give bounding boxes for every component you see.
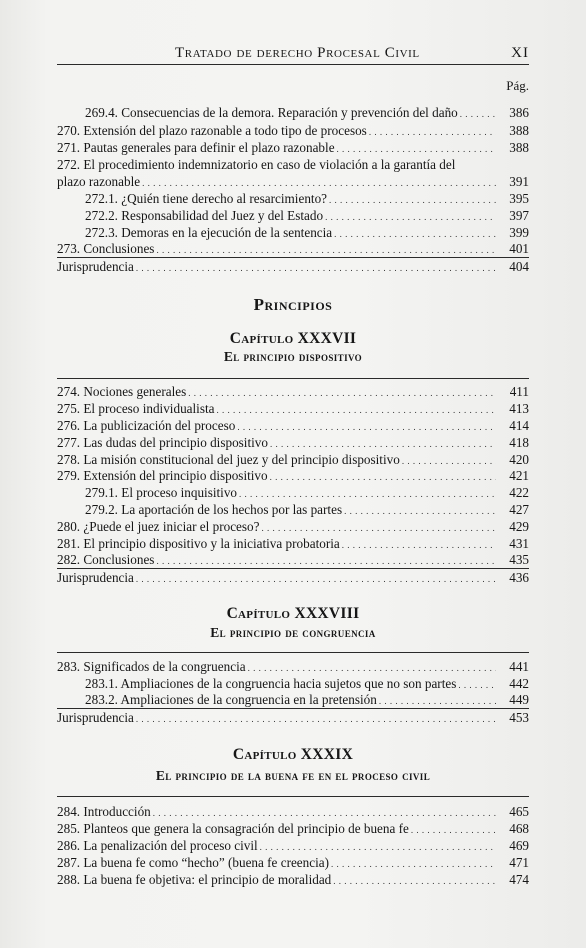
toc-entry: [57, 467, 529, 485]
toc-entry: [57, 207, 529, 225]
chapter-title: Capítulo XXXIX: [232, 746, 354, 763]
toc-entry-label: 269.4. Consecuencias de la demora. Reparación y prevención del daño: [85, 105, 458, 120]
page-column-label: Pág.: [506, 78, 529, 93]
leader-dots: [270, 434, 496, 452]
toc-entry-page: 453: [509, 710, 529, 725]
toc-entry-label: 272.1. ¿Quién tiene derecho al resarcimiento?: [85, 191, 328, 206]
toc-entry-label: 284. Introducción: [57, 804, 151, 819]
toc-entry-label: 283.2. Ampliaciones de la congruencia en la pretensión: [85, 692, 377, 707]
toc-entry-page: 429: [509, 519, 529, 534]
toc-entry-page: 388: [509, 123, 529, 138]
toc-entry-label: 282. Conclusiones: [57, 552, 155, 567]
leader-dots: [156, 240, 496, 258]
toc-entry-label: 273. Conclusiones: [57, 241, 155, 256]
toc-entry-label: 279. Extensión del principio dispositivo: [57, 468, 268, 483]
toc-entry-page: 388: [509, 140, 529, 155]
leader-dots: [239, 484, 496, 502]
toc-entry-page: 421: [509, 468, 529, 483]
leader-dots: [333, 871, 496, 889]
leader-dots: [331, 854, 496, 872]
section-rule: [57, 378, 529, 379]
toc-entry-label: 278. La misión constitucional del juez y del principio dispositivo: [57, 452, 400, 467]
toc-entry-page: 442: [509, 676, 529, 691]
section-rule: [57, 652, 529, 653]
toc-entry-page: 413: [509, 401, 529, 416]
part-title: Principios: [253, 295, 333, 314]
toc-entry-label-line1: 272. El procedimiento indemnizatorio en caso de violación a la garantía del: [57, 157, 456, 172]
toc-entry-page: 399: [509, 225, 529, 240]
toc-entry: [57, 484, 529, 502]
toc-entry: [57, 417, 529, 435]
toc-entry: [57, 240, 529, 258]
toc-entry: [57, 190, 529, 208]
leader-dots: [237, 417, 496, 435]
toc-entry: [57, 820, 529, 838]
leader-dots: [344, 501, 496, 519]
toc-entry-label: 283.1. Ampliaciones de la congruencia hacia sujetos que no son partes: [85, 676, 457, 691]
chapter-subtitle: El principio de la buena fe en el proceso civil: [155, 768, 431, 783]
leader-dots: [369, 122, 496, 140]
toc-entry-page: 418: [509, 435, 529, 450]
toc-entry-label: Jurisprudencia: [57, 259, 134, 274]
toc-entry-page: 469: [509, 838, 529, 853]
toc-entry-page: 420: [509, 452, 529, 467]
toc-entry-label: 285. Planteos que genera la consagración del principio de buena fe: [57, 821, 409, 836]
leader-dots: [260, 837, 496, 855]
toc-entry-label: 271. Pautas generales para definir el plazo razonable: [57, 140, 335, 155]
toc-entry: [57, 173, 529, 191]
leader-dots: [262, 518, 497, 536]
toc-entry: [57, 871, 529, 889]
leader-dots: [156, 551, 496, 569]
toc-entry: [57, 258, 529, 276]
toc-entry-page: 431: [509, 536, 529, 551]
leader-dots: [270, 467, 496, 485]
leader-dots: [325, 207, 496, 225]
toc-entry: [57, 400, 529, 418]
leader-dots: [153, 803, 496, 821]
toc-entry-label: 280. ¿Puede el juez iniciar el proceso?: [57, 519, 260, 534]
toc-entry: [57, 658, 529, 676]
toc-entry: [57, 518, 529, 536]
toc-entry-label: 270. Extensión del plazo razonable a todo tipo de procesos: [57, 123, 367, 138]
toc-entry-label: plazo razonable: [57, 174, 141, 189]
toc-entry-label: 281. El principio dispositivo y la iniciativa probatoria: [57, 536, 340, 551]
toc-entry: [57, 854, 529, 872]
toc-entry-label: 277. Las dudas del principio dispositivo: [57, 435, 268, 450]
chapter-subtitle: El principio de congruencia: [210, 625, 376, 640]
toc-entry-page: 435: [509, 552, 529, 567]
leader-dots: [136, 709, 496, 727]
toc-entry: [57, 569, 529, 587]
section-rule: [57, 796, 529, 797]
show-through-text: [300, 85, 303, 100]
leader-dots: [460, 104, 496, 122]
toc-entry: [57, 837, 529, 855]
toc-entry-page: 474: [509, 872, 529, 887]
toc-entry: [57, 803, 529, 821]
toc-entry-label: 279.2. La aportación de los hechos por las partes: [85, 502, 343, 517]
leader-dots: [136, 569, 496, 587]
toc-entry: [57, 383, 529, 401]
toc-entry: [57, 501, 529, 519]
toc-entry: [57, 551, 529, 569]
toc-entry-label: 275. El proceso individualista: [57, 401, 215, 416]
toc-entry-label: 288. La buena fe objetiva: el principio de moralidad: [57, 872, 332, 887]
toc-entry-page: 404: [509, 259, 529, 274]
leader-dots: [136, 258, 496, 276]
leader-dots: [379, 691, 496, 709]
toc-entry: [57, 122, 529, 140]
toc-entry-label: 279.1. El proceso inquisitivo: [85, 485, 238, 500]
toc-entry-label: 283. Significados de la congruencia: [57, 659, 246, 674]
header-page-number: XI: [511, 45, 529, 61]
toc-entry-page: 401: [509, 241, 529, 256]
toc-entry-page: 422: [509, 485, 529, 500]
toc-entry-page: 441: [509, 659, 529, 674]
toc-entry-label: Jurisprudencia: [57, 710, 134, 725]
toc-entry: [57, 434, 529, 452]
toc-entry-page: 436: [509, 570, 529, 585]
leader-dots: [337, 139, 496, 157]
chapter-title: Capítulo XXXVII: [229, 330, 357, 347]
toc-entry-label: 272.3. Demoras en la ejecución de la sentencia: [85, 225, 333, 240]
leader-dots: [411, 820, 496, 838]
toc-entry-page: 411: [509, 384, 529, 399]
toc-entry-page: 468: [509, 821, 529, 836]
toc-entry-label: 276. La publicización del proceso: [57, 418, 236, 433]
toc-entry-label: 272.2. Responsabilidad del Juez y del Estado: [85, 208, 324, 223]
chapter-title: Capítulo XXXVIII: [226, 605, 360, 622]
toc-entry-page: 471: [509, 855, 529, 870]
toc-entry-page: 427: [509, 502, 529, 517]
toc-entry-page: 414: [509, 418, 529, 433]
toc-entry-label: 287. La buena fe como “hecho” (buena fe creencia): [57, 855, 330, 870]
leader-dots: [329, 190, 496, 208]
leader-dots: [142, 173, 496, 191]
leader-dots: [217, 400, 497, 418]
header-title: Tratado de derecho Procesal Civil: [175, 45, 420, 61]
toc-entry-page: 386: [509, 105, 529, 120]
toc-entry-label: 286. La penalización del proceso civil: [57, 838, 258, 853]
toc-entry-page: 391: [509, 174, 529, 189]
leader-dots: [188, 383, 496, 401]
toc-entry-page: 397: [509, 208, 529, 223]
toc-entry-label: Jurisprudencia: [57, 570, 134, 585]
toc-entry: [57, 104, 529, 122]
toc-entry-page: 449: [509, 692, 529, 707]
chapter-subtitle: El principio dispositivo: [223, 349, 363, 364]
toc-entry: [57, 709, 529, 727]
toc-entry-page: 395: [509, 191, 529, 206]
toc-entry-page: 465: [509, 804, 529, 819]
running-header: [57, 42, 529, 65]
toc-entry-label: 274. Nociones generales: [57, 384, 187, 399]
toc-entry: [57, 691, 529, 709]
leader-dots: [248, 658, 496, 676]
toc-entry: [57, 139, 529, 157]
